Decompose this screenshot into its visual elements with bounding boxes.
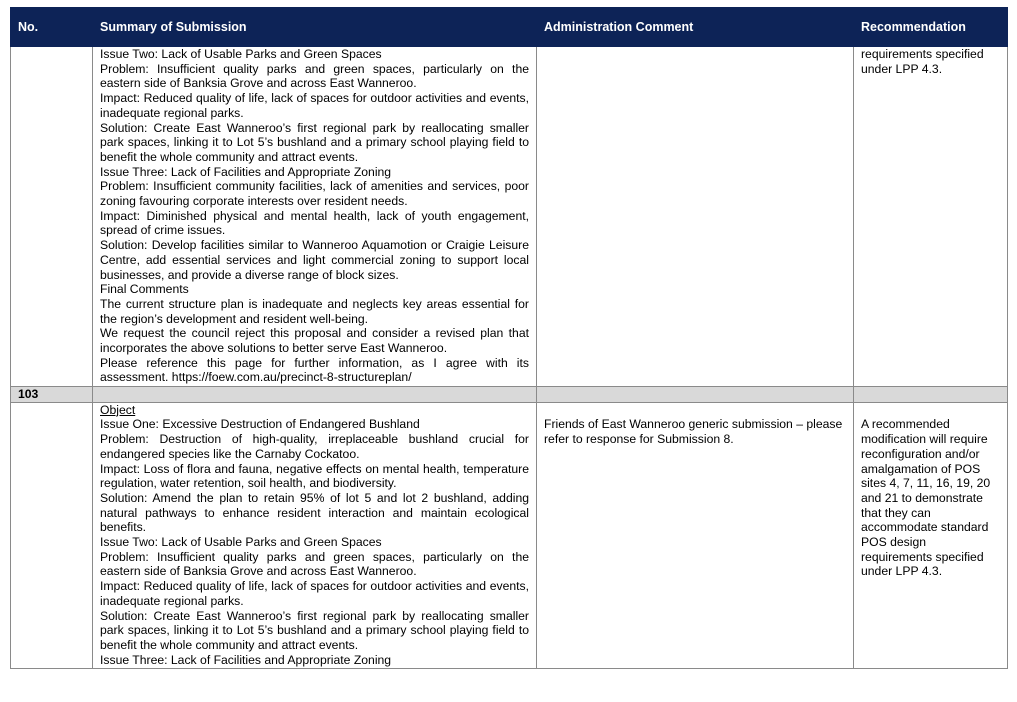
summary-line: Problem: Insufficient quality parks and green spaces, particularly on the eastern side of Banksia Grove and across East Wanneroo.	[100, 61, 529, 91]
summary-line: Problem: Insufficient quality parks and green spaces, particularly on the eastern side of Banksia Grove and across East Wanneroo.	[100, 549, 529, 579]
summary-line: Solution: Develop facilities similar to Wanneroo Aquamotion or Craigie Leisure Centre, add essential services and light commercial zoning to support local businesses, and provide a diverse range of block sizes.	[100, 238, 529, 282]
summary-line: Solution: Create East Wanneroo’s first regional park by reallocating smaller park spaces, linking it to Lot 5’s bushland and a primary school playing field to benefit the whole community and attract events.	[100, 120, 529, 164]
cell-no	[11, 402, 93, 668]
summary-line: Please reference this page for further information, as I agree with its assessment. https://foew.com.au/precinct-8-structureplan/	[100, 355, 529, 385]
recommendation-text: A recommended modification will require reconfiguration and/or amalgamation of POS sites 4, 7, 11, 16, 19, 20 and 21 to demonstrate that they can accommodate standard POS design requirements specified under LPP 4.3.	[861, 417, 991, 579]
submission-number: 103	[11, 387, 93, 403]
summary-line: Final Comments	[100, 282, 189, 297]
header-no: No.	[11, 8, 93, 47]
summary-line: Issue Two: Lack of Usable Parks and Green Spaces	[100, 47, 382, 61]
summary-line: Solution: Amend the plan to retain 95% of lot 5 and lot 2 bushland, adding natural pathways to enhance resident interaction and maintain ecological benefits.	[100, 490, 529, 535]
summary-line: Impact: Loss of flora and fauna, negative effects on mental health, temperature regulation, water retention, soil health, and biodiversity.	[100, 461, 529, 491]
cell-no	[11, 47, 93, 387]
submission-id-row	[11, 387, 1008, 403]
cell-admin-comment	[537, 402, 854, 668]
header-admin-comment: Administration Comment	[537, 8, 854, 47]
summary-line: The current structure plan is inadequate and neglects key areas essential for the region’s development and resident well-being.	[100, 296, 529, 326]
summary-line: Impact: Diminished physical and mental health, lack of youth engagement, spread of crime issues.	[100, 208, 529, 238]
cell-summary	[93, 47, 537, 387]
table-header-row	[11, 8, 1008, 47]
summary-line: Issue Three: Lack of Facilities and Appropriate Zoning	[100, 164, 392, 179]
summary-line: Issue Two: Lack of Usable Parks and Green Spaces	[100, 535, 382, 550]
cell-recommendation	[854, 402, 1008, 668]
summary-line: Problem: Destruction of high-quality, irreplaceable bushland crucial for endangered species like the Carnaby Cockatoo.	[100, 432, 529, 461]
summary-line: Impact: Reduced quality of life, lack of spaces for outdoor activities and events, inadequate regional parks.	[100, 91, 529, 120]
summary-line: Impact: Reduced quality of life, lack of spaces for outdoor activities and events, inadequate regional parks.	[100, 579, 529, 608]
header-recommendation: Recommendation	[854, 8, 1008, 47]
header-summary: Summary of Submission	[93, 8, 537, 47]
summary-line: Issue Three: Lack of Facilities and Appropriate Zoning	[100, 652, 392, 667]
cell-admin-comment	[537, 47, 854, 387]
submissions-table	[10, 7, 1008, 669]
summary-line: We request the council reject this proposal and consider a revised plan that incorporates the above solutions to better serve East Wanneroo.	[100, 326, 529, 356]
cell-recommendation: requirements specified under LPP 4.3.	[854, 47, 1008, 387]
summary-line: Solution: Create East Wanneroo’s first regional park by reallocating smaller park spaces, linking it to Lot 5’s bushland and a primary school playing field to benefit the whole community and attract events.	[100, 608, 529, 652]
summary-line: Problem: Insufficient community facilities, lack of amenities and services, poor zoning favouring corporate interests over resident needs.	[100, 179, 529, 209]
admin-comment-text: Friends of East Wanneroo generic submission – please refer to response for Submission 8.	[544, 417, 843, 447]
summary-line: Issue One: Excessive Destruction of Endangered Bushland	[100, 417, 420, 432]
table-row-103	[11, 402, 1008, 668]
cell-summary	[93, 402, 537, 668]
submission-stance: Object	[100, 402, 136, 417]
table-row-continued	[11, 47, 1008, 387]
